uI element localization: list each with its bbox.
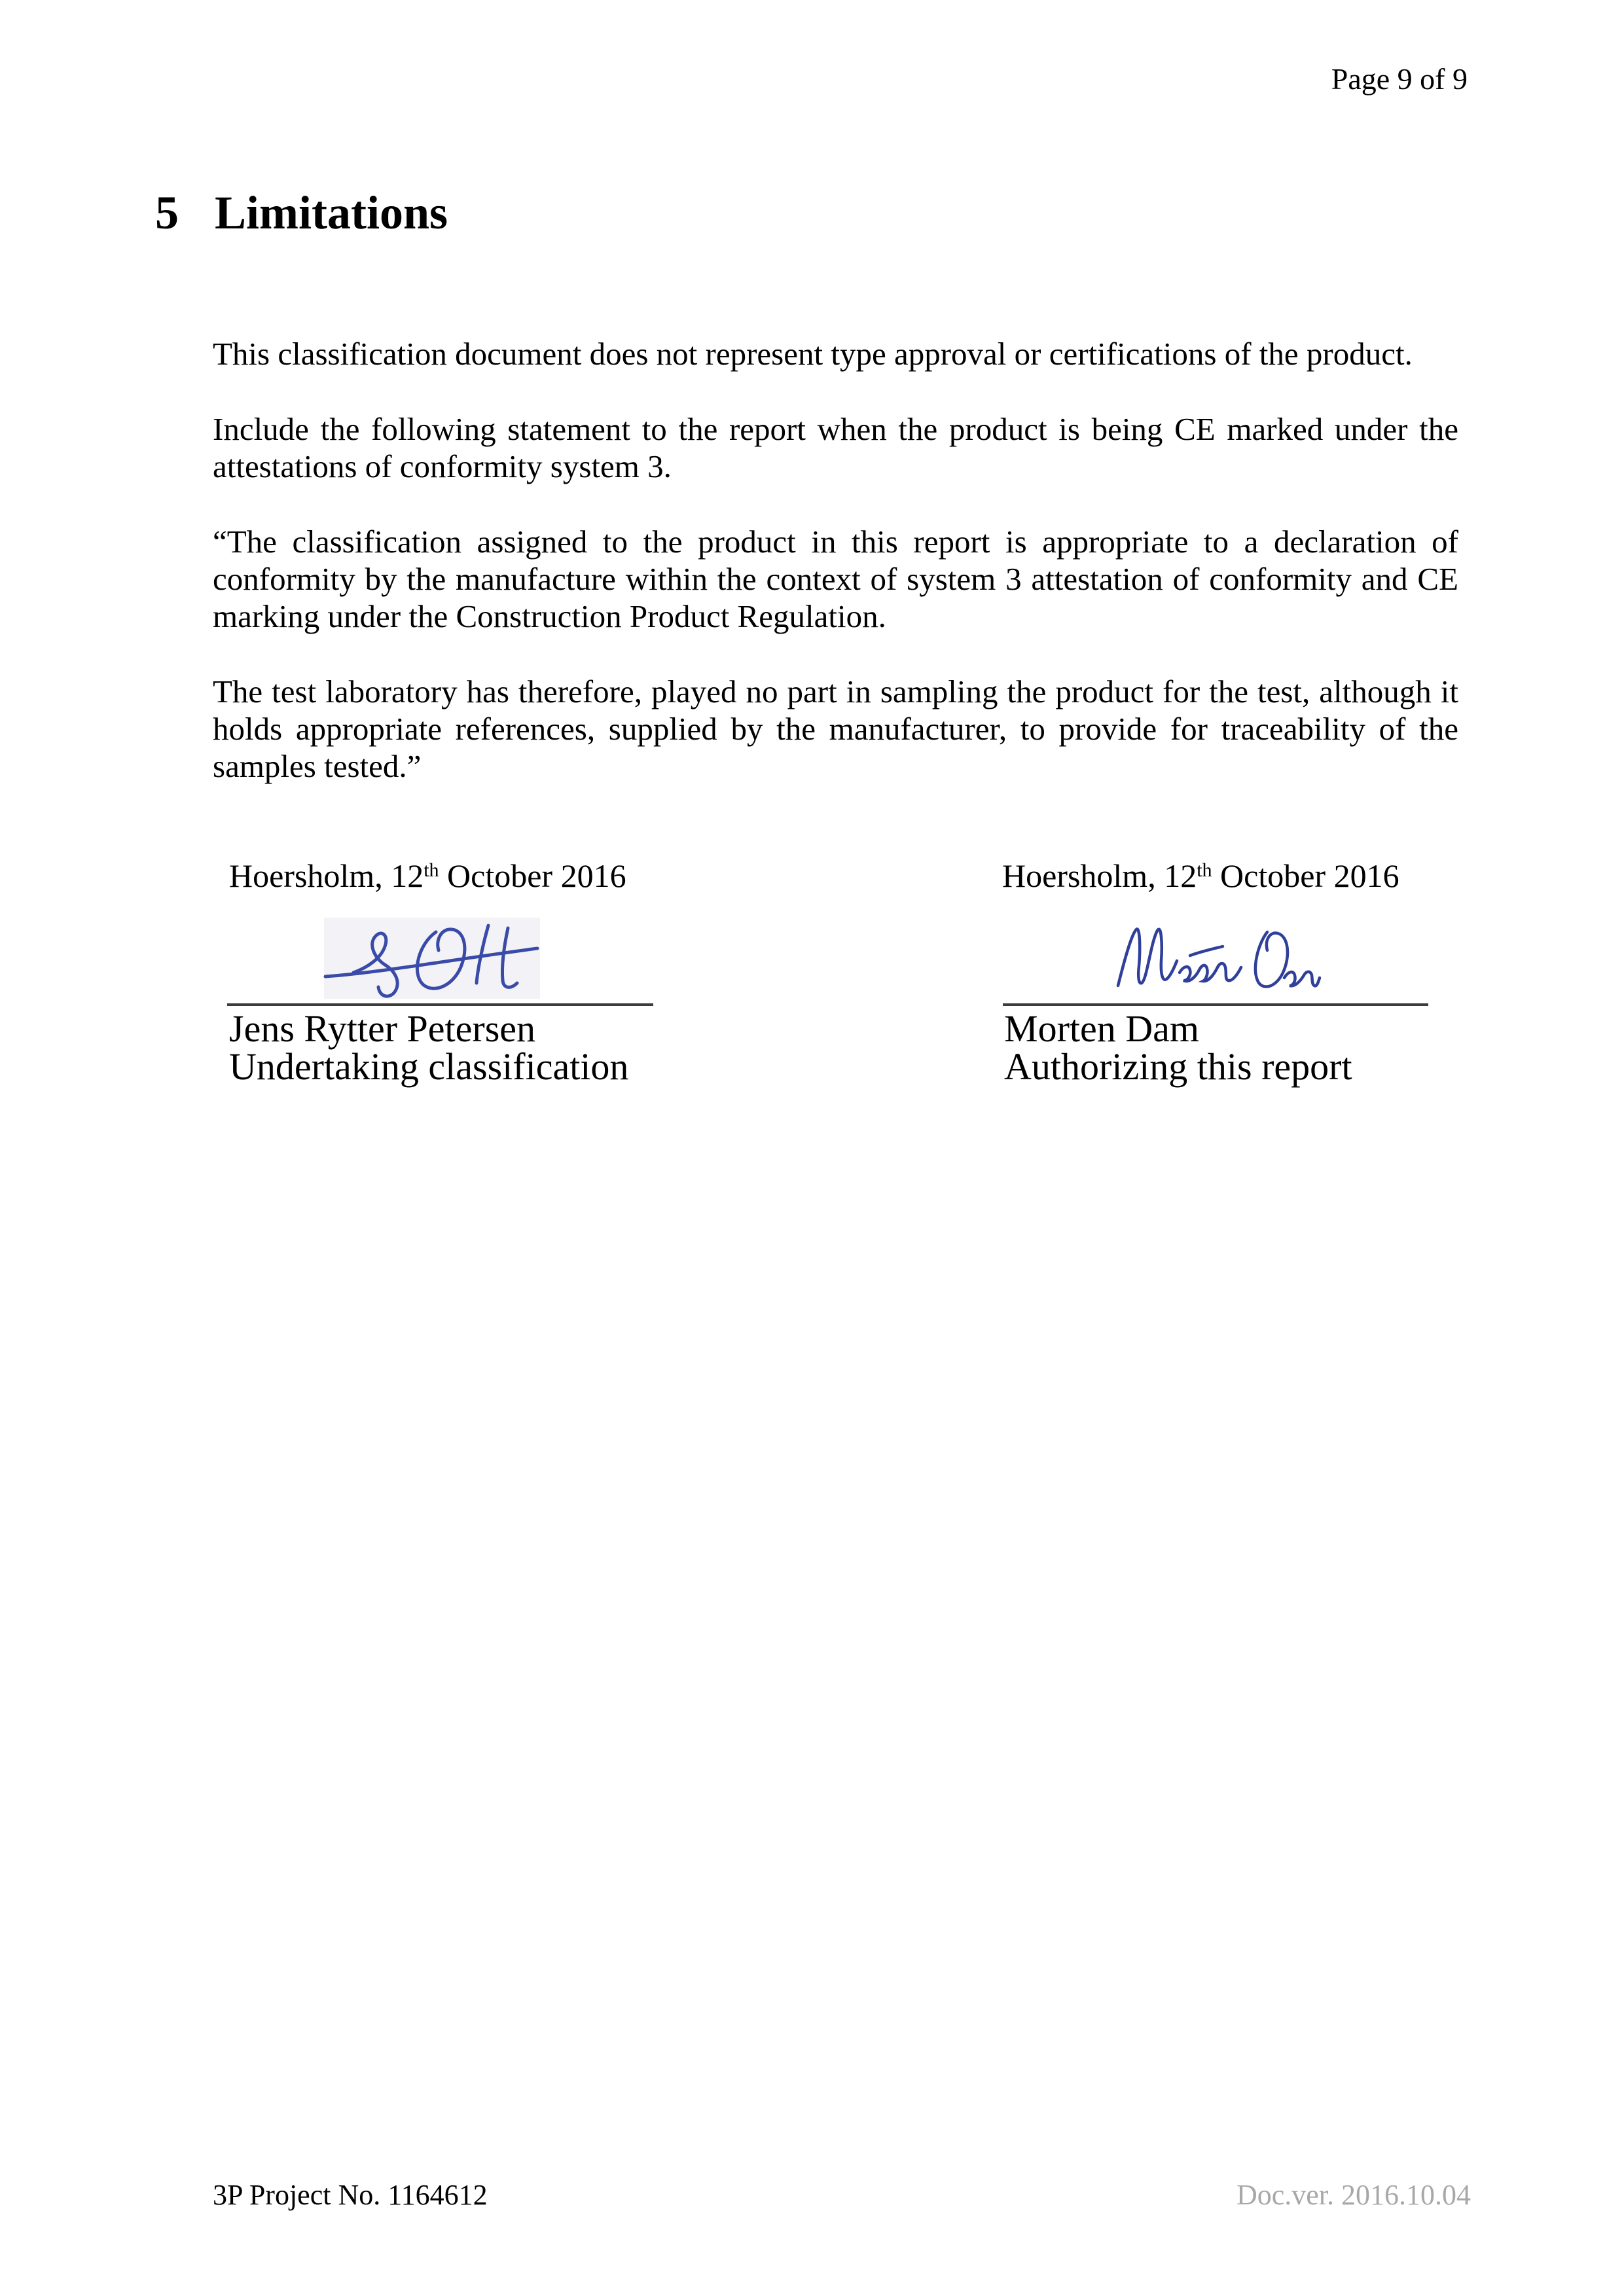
section-title: Limitations <box>215 187 448 239</box>
date-text: Hoersholm, 12 <box>229 857 424 894</box>
signatory-role: Undertaking classification <box>229 1045 629 1088</box>
page-number: Page 9 of 9 <box>1331 62 1468 96</box>
handwritten-signature-icon <box>1106 918 1322 999</box>
signature-date-right <box>1002 857 1399 899</box>
signatory-name: Morten Dam <box>1004 1007 1199 1050</box>
footer-project-number: 3P Project No. 1164612 <box>213 2179 488 2211</box>
signature-stroke <box>1180 963 1241 981</box>
footer-doc-version: Doc.ver. 2016.10.04 <box>1236 2179 1471 2211</box>
paragraph-4: The test laboratory has therefore, played no part in sampling the product for the test, although it holds appropriate references, supplied by the manufacturer, to provide for traceability of the samples tested.” <box>213 673 1458 784</box>
section-heading <box>155 187 448 239</box>
body-text <box>213 335 1458 823</box>
handwritten-signature-icon <box>308 910 550 1003</box>
paragraph-3: “The classification assigned to the product in this report is appropriate to a declaration of conformity by the manufacture within the context of system 3 attestation of conformity and CE marking under the Construction Product Regulation. <box>213 524 1458 634</box>
signatory-left <box>229 1007 629 1088</box>
signature-date-left <box>229 857 626 899</box>
signatory-role: Authorizing this report <box>1004 1045 1352 1088</box>
paragraph-2: Include the following statement to the report when the product is being CE marked under the attestations of conformity system 3. <box>213 411 1458 484</box>
signature-line <box>227 1003 653 1006</box>
signatory-right <box>1004 1007 1352 1088</box>
signatory-name: Jens Rytter Petersen <box>229 1007 536 1050</box>
date-ordinal: th <box>424 859 439 881</box>
signature-stroke <box>1190 946 1223 956</box>
date-text: October 2016 <box>1212 857 1399 894</box>
signature-line <box>1003 1003 1428 1006</box>
signature-stroke <box>1284 972 1320 986</box>
signature-stroke <box>1118 929 1177 986</box>
paragraph-1: This classification document does not represent type approval or certifications of the product. <box>213 336 1413 372</box>
date-ordinal: th <box>1197 859 1212 881</box>
signature-stroke <box>1255 932 1288 987</box>
section-number: 5 <box>155 187 179 239</box>
date-text: October 2016 <box>439 857 626 894</box>
date-text: Hoersholm, 12 <box>1002 857 1197 894</box>
